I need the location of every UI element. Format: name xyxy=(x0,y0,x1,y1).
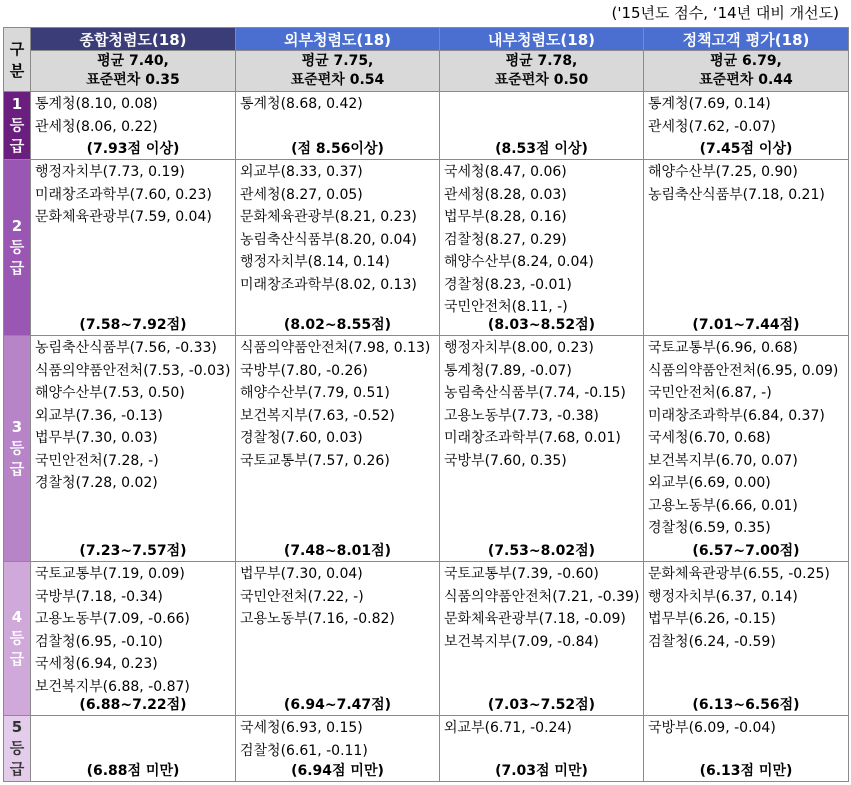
grade-cell xyxy=(644,92,849,160)
agency-entry: 검찰청(6.24, -0.59) xyxy=(648,633,776,650)
agency-entry: 외교부(6.69, 0.00) xyxy=(648,475,771,491)
score-range: (6.94~7.47점) xyxy=(283,697,392,713)
score-range: (7.23~7.57점) xyxy=(79,543,187,559)
score-range: (7.03점 미만) xyxy=(495,763,588,779)
agency-entry: 해양수산부(7.25, 0.90) xyxy=(648,164,798,180)
agency-entry: 국세청(8.47, 0.06) xyxy=(444,164,567,180)
agency-entry: 고용노동부(6.66, 0.01) xyxy=(648,497,798,514)
agency-entry: 국세청(6.70, 0.68) xyxy=(648,430,771,446)
stat-external: 평균 7.75, 표준편차 0.54 xyxy=(236,51,440,92)
agency-entry: 식품의약품안전처(7.21, -0.39) xyxy=(444,588,640,605)
score-range: (6.94점 미만) xyxy=(291,763,384,779)
grade-cell xyxy=(31,716,236,782)
grade-cell xyxy=(440,92,644,160)
agency-entry: 문화체육관광부(6.55, -0.25) xyxy=(648,566,830,582)
agency-entry: 국민안전처(8.11, -) xyxy=(444,299,568,315)
agency-entry: 통계청(8.68, 0.42) xyxy=(240,96,363,112)
agency-entry: 법무부(7.30, 0.04) xyxy=(240,566,363,582)
score-range: (7.48~8.01점) xyxy=(283,543,392,559)
stat-internal: 평균 7.78, 표준편차 0.50 xyxy=(440,51,644,92)
agency-entry: 외교부(8.33, 0.37) xyxy=(240,164,363,180)
score-range: (7.01~7.44점) xyxy=(692,317,800,333)
agency-entry: 보건복지부(6.70, 0.07) xyxy=(648,452,798,469)
score-range: (6.57~7.00점) xyxy=(692,543,800,559)
agency-entry: 관세청(8.27, 0.05) xyxy=(240,186,363,203)
grade-cell xyxy=(440,562,644,716)
score-range: (6.88점 미만) xyxy=(86,763,180,779)
grade-cell xyxy=(31,92,236,160)
agency-entry: 고용노동부(7.73, -0.38) xyxy=(444,407,599,424)
grade-cell xyxy=(644,716,849,782)
agency-entry: 국토교통부(7.19, 0.09) xyxy=(35,566,185,582)
grade-cell xyxy=(440,160,644,336)
agency-entry: 통계청(8.10, 0.08) xyxy=(35,96,158,112)
agency-entry: 식품의약품안전처(7.98, 0.13) xyxy=(240,340,431,356)
agency-entry: 미래창조과학부(6.84, 0.37) xyxy=(648,407,825,424)
column-header-overall: 종합청렴도(18) xyxy=(31,28,236,51)
agency-entry: 농림축산식품부(7.74, -0.15) xyxy=(444,385,626,401)
grade-cell xyxy=(236,92,440,160)
agency-entry: 고용노동부(7.16, -0.82) xyxy=(240,611,395,627)
agency-entry: 행정자치부(8.14, 0.14) xyxy=(240,254,390,270)
agency-entry: 경찰청(6.59, 0.35) xyxy=(648,520,771,536)
grade-cell xyxy=(31,160,236,336)
score-range: (6.88~7.22점) xyxy=(79,697,187,713)
grade-label: 3 등 급 xyxy=(4,336,31,562)
agency-entry: 농림축산식품부(7.56, -0.33) xyxy=(35,340,217,356)
agency-entry: 행정자치부(6.37, 0.14) xyxy=(648,588,798,605)
score-range: (8.53점 이상) xyxy=(495,141,588,157)
agency-entry: 법무부(8.28, 0.16) xyxy=(444,209,567,225)
grade-cell xyxy=(236,336,440,562)
agency-entry: 경찰청(8.23, -0.01) xyxy=(444,276,572,293)
agency-entry: 국토교통부(6.96, 0.68) xyxy=(648,340,798,356)
grade-row xyxy=(4,562,849,716)
gubun-header xyxy=(4,28,31,92)
grade-label: 5 등 급 xyxy=(4,716,31,782)
agency-entry: 국민안전처(6.87, -) xyxy=(648,385,772,401)
score-range: (7.03~7.52점) xyxy=(487,697,596,713)
stats-row xyxy=(4,51,849,92)
score-range: (8.03~8.52점) xyxy=(487,317,596,333)
score-range: (점 8.56이상) xyxy=(291,141,384,157)
agency-entry: 보건복지부(6.88, -0.87) xyxy=(35,678,190,695)
agency-entry: 고용노동부(7.09, -0.66) xyxy=(35,611,190,627)
grade-row xyxy=(4,92,849,160)
gubun-label: 구 분 xyxy=(9,39,25,80)
agency-entry: 통계청(7.89, -0.07) xyxy=(444,362,572,379)
grade-cell xyxy=(440,336,644,562)
agency-entry: 행정자치부(7.73, 0.19) xyxy=(35,164,185,180)
stat-overall: 평균 7.40, 표준편차 0.35 xyxy=(31,51,236,92)
grade-cell xyxy=(31,562,236,716)
grade-cell xyxy=(644,336,849,562)
agency-entry: 국세청(6.94, 0.23) xyxy=(35,656,158,672)
agency-entry: 외교부(6.71, -0.24) xyxy=(444,720,572,736)
column-header-internal: 내부청렴도(18) xyxy=(440,28,644,51)
agency-entry: 국민안전처(7.22, -) xyxy=(240,588,364,605)
agency-entry: 해양수산부(7.79, 0.51) xyxy=(240,385,390,401)
agency-entry: 국방부(7.80, -0.26) xyxy=(240,362,368,379)
agency-entry: 경찰청(7.60, 0.03) xyxy=(240,430,363,446)
agency-entry: 국방부(6.09, -0.04) xyxy=(648,720,776,736)
column-header-external: 외부청렴도(18) xyxy=(236,28,440,51)
agency-entry: 미래창조과학부(8.02, 0.13) xyxy=(240,276,417,293)
score-range: (7.93점 이상) xyxy=(86,141,180,157)
agency-entry: 문화체육관광부(7.18, -0.09) xyxy=(444,611,626,627)
agency-entry: 경찰청(7.28, 0.02) xyxy=(35,475,158,491)
grade-cell xyxy=(236,716,440,782)
grade-row xyxy=(4,336,849,562)
agency-entry: 해양수산부(8.24, 0.04) xyxy=(444,254,594,270)
score-range: (7.58~7.92점) xyxy=(79,317,187,333)
agency-entry: 식품의약품안전처(7.53, -0.03) xyxy=(35,362,231,379)
grade-label: 4 등 급 xyxy=(4,562,31,716)
table-note: ('15년도 점수, ‘14년 대비 개선도) xyxy=(611,4,839,22)
agency-entry: 문화체육관광부(8.21, 0.23) xyxy=(240,209,417,225)
agency-entry: 검찰청(6.95, -0.10) xyxy=(35,633,163,650)
score-range: (8.02~8.55점) xyxy=(283,317,392,333)
score-range: (7.53~8.02점) xyxy=(487,543,596,559)
score-range: (7.45점 이상) xyxy=(699,141,793,157)
header-row xyxy=(4,28,849,51)
agency-entry: 문화체육관광부(7.59, 0.04) xyxy=(35,209,212,225)
agency-entry: 국민안전처(7.28, -) xyxy=(35,452,159,469)
agency-entry: 국토교통부(7.39, -0.60) xyxy=(444,566,599,582)
column-header-policy: 정책고객 평가(18) xyxy=(644,28,849,51)
agency-entry: 농림축산식품부(7.18, 0.21) xyxy=(648,186,825,203)
grade-cell xyxy=(236,562,440,716)
grade-row xyxy=(4,716,849,782)
score-range: (6.13점 미만) xyxy=(699,763,793,779)
agency-entry: 보건복지부(7.09, -0.84) xyxy=(444,633,599,650)
grade-cell xyxy=(440,716,644,782)
agency-entry: 법무부(6.26, -0.15) xyxy=(648,611,776,627)
agency-entry: 농림축산식품부(8.20, 0.04) xyxy=(240,231,417,248)
agency-entry: 통계청(7.69, 0.14) xyxy=(648,96,771,112)
score-range: (6.13~6.56점) xyxy=(692,697,800,713)
agency-entry: 관세청(8.28, 0.03) xyxy=(444,186,567,203)
grade-row xyxy=(4,160,849,336)
integrity-grade-table xyxy=(3,27,849,782)
agency-entry: 해양수산부(7.53, 0.50) xyxy=(35,385,185,401)
agency-entry: 외교부(7.36, -0.13) xyxy=(35,407,163,424)
grade-cell xyxy=(31,336,236,562)
agency-entry: 검찰청(6.61, -0.11) xyxy=(240,742,368,759)
grade-label: 2 등 급 xyxy=(4,160,31,336)
agency-entry: 국세청(6.93, 0.15) xyxy=(240,720,363,736)
agency-entry: 법무부(7.30, 0.03) xyxy=(35,430,158,446)
agency-entry: 미래창조과학부(7.60, 0.23) xyxy=(35,186,212,203)
grade-cell xyxy=(644,160,849,336)
grade-cell xyxy=(236,160,440,336)
agency-entry: 행정자치부(8.00, 0.23) xyxy=(444,340,594,356)
agency-entry: 국토교통부(7.57, 0.26) xyxy=(240,452,390,469)
agency-entry: 검찰청(8.27, 0.29) xyxy=(444,231,567,248)
grade-cell xyxy=(644,562,849,716)
agency-entry: 관세청(7.62, -0.07) xyxy=(648,118,776,135)
agency-entry: 국방부(7.60, 0.35) xyxy=(444,452,567,469)
agency-entry: 국방부(7.18, -0.34) xyxy=(35,588,163,605)
agency-entry: 식품의약품안전처(6.95, 0.09) xyxy=(648,362,839,379)
agency-entry: 보건복지부(7.63, -0.52) xyxy=(240,407,395,424)
grade-label: 1 등 급 xyxy=(4,92,31,160)
stat-policy: 평균 6.79, 표준편차 0.44 xyxy=(644,51,849,92)
agency-entry: 관세청(8.06, 0.22) xyxy=(35,118,158,135)
agency-entry: 미래창조과학부(7.68, 0.01) xyxy=(444,430,621,446)
